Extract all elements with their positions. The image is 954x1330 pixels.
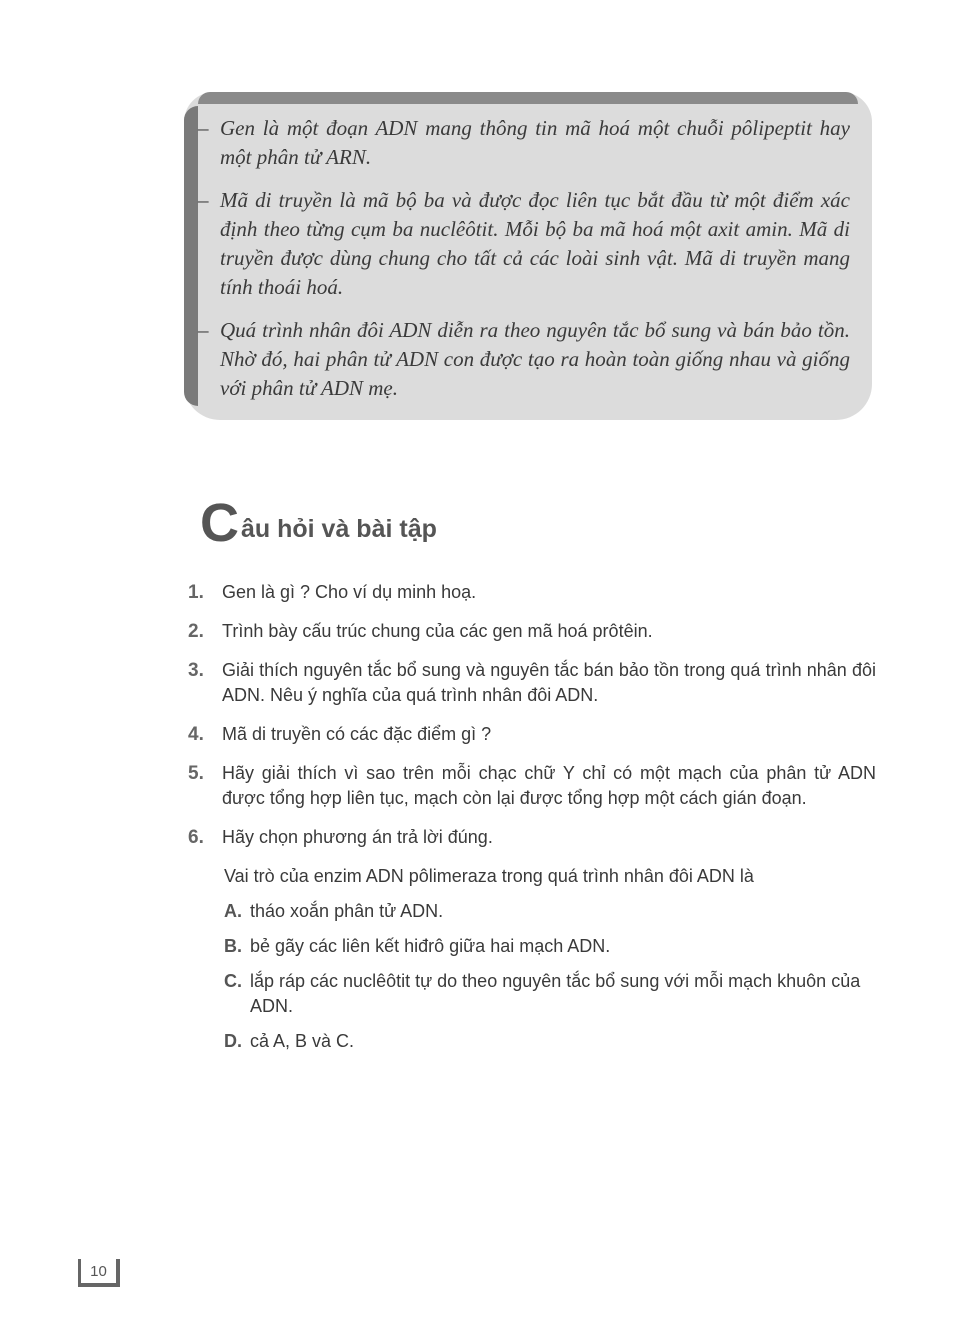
summary-item-gene — [198, 114, 850, 172]
question-number: 1. — [188, 582, 204, 603]
summary-box-left-border — [184, 106, 198, 406]
question-item — [188, 658, 876, 708]
question-item — [188, 761, 876, 811]
question-number: 2. — [188, 621, 204, 642]
option-letter: B. — [224, 936, 242, 956]
option-text: bẻ gãy các liên kết hiđrô giữa hai mạch ADN. — [250, 936, 611, 956]
question-number: 5. — [188, 763, 204, 784]
summary-item-genetic-code — [198, 186, 850, 302]
summary-dash: – — [198, 188, 209, 212]
option-letter: A. — [224, 901, 242, 921]
answer-option-d — [188, 1029, 876, 1054]
summary-item-text: Quá trình nhân đôi ADN diễn ra theo nguyên tắc bổ sung và bán bảo tồn. Nhờ đó, hai phân tử ADN con được tạo ra hoàn toàn giống nhau và giống với phân tử ADN mẹ. — [220, 318, 850, 400]
option-text: cả A, B và C. — [250, 1031, 355, 1051]
answer-option-a — [188, 899, 876, 924]
question-list — [188, 580, 876, 1064]
summary-box — [184, 92, 872, 420]
question-text: Hãy giải thích vì sao trên mỗi chạc chữ Y chỉ có một mạch của phân tử ADN được tổng hợp liên tục, mạch còn lại được tổng hợp một cách gián đoạn. — [222, 763, 876, 808]
summary-list — [198, 114, 850, 417]
summary-item-text: Mã di truyền là mã bộ ba và được đọc liên tục bắt đầu từ một điểm xác định theo từng cụm ba nuclêôtit. Mỗi bộ ba mã hoá một axit amin. Mã di truyền được dùng chung cho tất cả các loài sinh vật. Mã di truyền mang tính thoái hoá. — [220, 188, 850, 299]
option-text: tháo xoắn phân tử ADN. — [250, 901, 444, 921]
heading-text: âu hỏi và bài tập — [241, 515, 437, 543]
question-number: 6. — [188, 827, 204, 848]
answer-option-c — [188, 969, 876, 1019]
summary-dash: – — [198, 116, 209, 140]
heading-initial: C — [200, 493, 239, 553]
question-number: 4. — [188, 724, 204, 745]
answer-option-b — [188, 934, 876, 959]
summary-item-replication — [198, 316, 850, 403]
option-text: lắp ráp các nuclêôtit tự do theo nguyên tắc bổ sung với mỗi mạch khuôn của ADN. — [250, 971, 861, 1016]
question-6-stem: Vai trò của enzim ADN pôlimeraza trong quá trình nhân đôi ADN là — [224, 866, 754, 886]
question-item — [188, 825, 876, 850]
option-letter: D. — [224, 1031, 242, 1051]
question-item — [188, 722, 876, 747]
option-letter: C. — [224, 971, 242, 991]
summary-box-top-border — [198, 92, 858, 104]
summary-item-text: Gen là một đoạn ADN mang thông tin mã hoá một chuỗi pôlipeptit hay một phân tử ARN. — [220, 116, 850, 169]
section-heading — [200, 490, 437, 553]
page-number: 10 — [78, 1259, 120, 1287]
question-text: Hãy chọn phương án trả lời đúng. — [222, 827, 493, 847]
question-item — [188, 619, 876, 644]
question-item — [188, 580, 876, 605]
question-text: Gen là gì ? Cho ví dụ minh hoạ. — [222, 582, 477, 602]
summary-dash: – — [198, 318, 209, 342]
question-number: 3. — [188, 660, 204, 681]
question-text: Trình bày cấu trúc chung của các gen mã hoá prôtêin. — [222, 621, 653, 641]
question-text: Giải thích nguyên tắc bổ sung và nguyên tắc bán bảo tồn trong quá trình nhân đôi ADN. Nêu ý nghĩa của quá trình nhân đôi ADN. — [222, 660, 876, 705]
question-text: Mã di truyền có các đặc điểm gì ? — [222, 724, 492, 744]
